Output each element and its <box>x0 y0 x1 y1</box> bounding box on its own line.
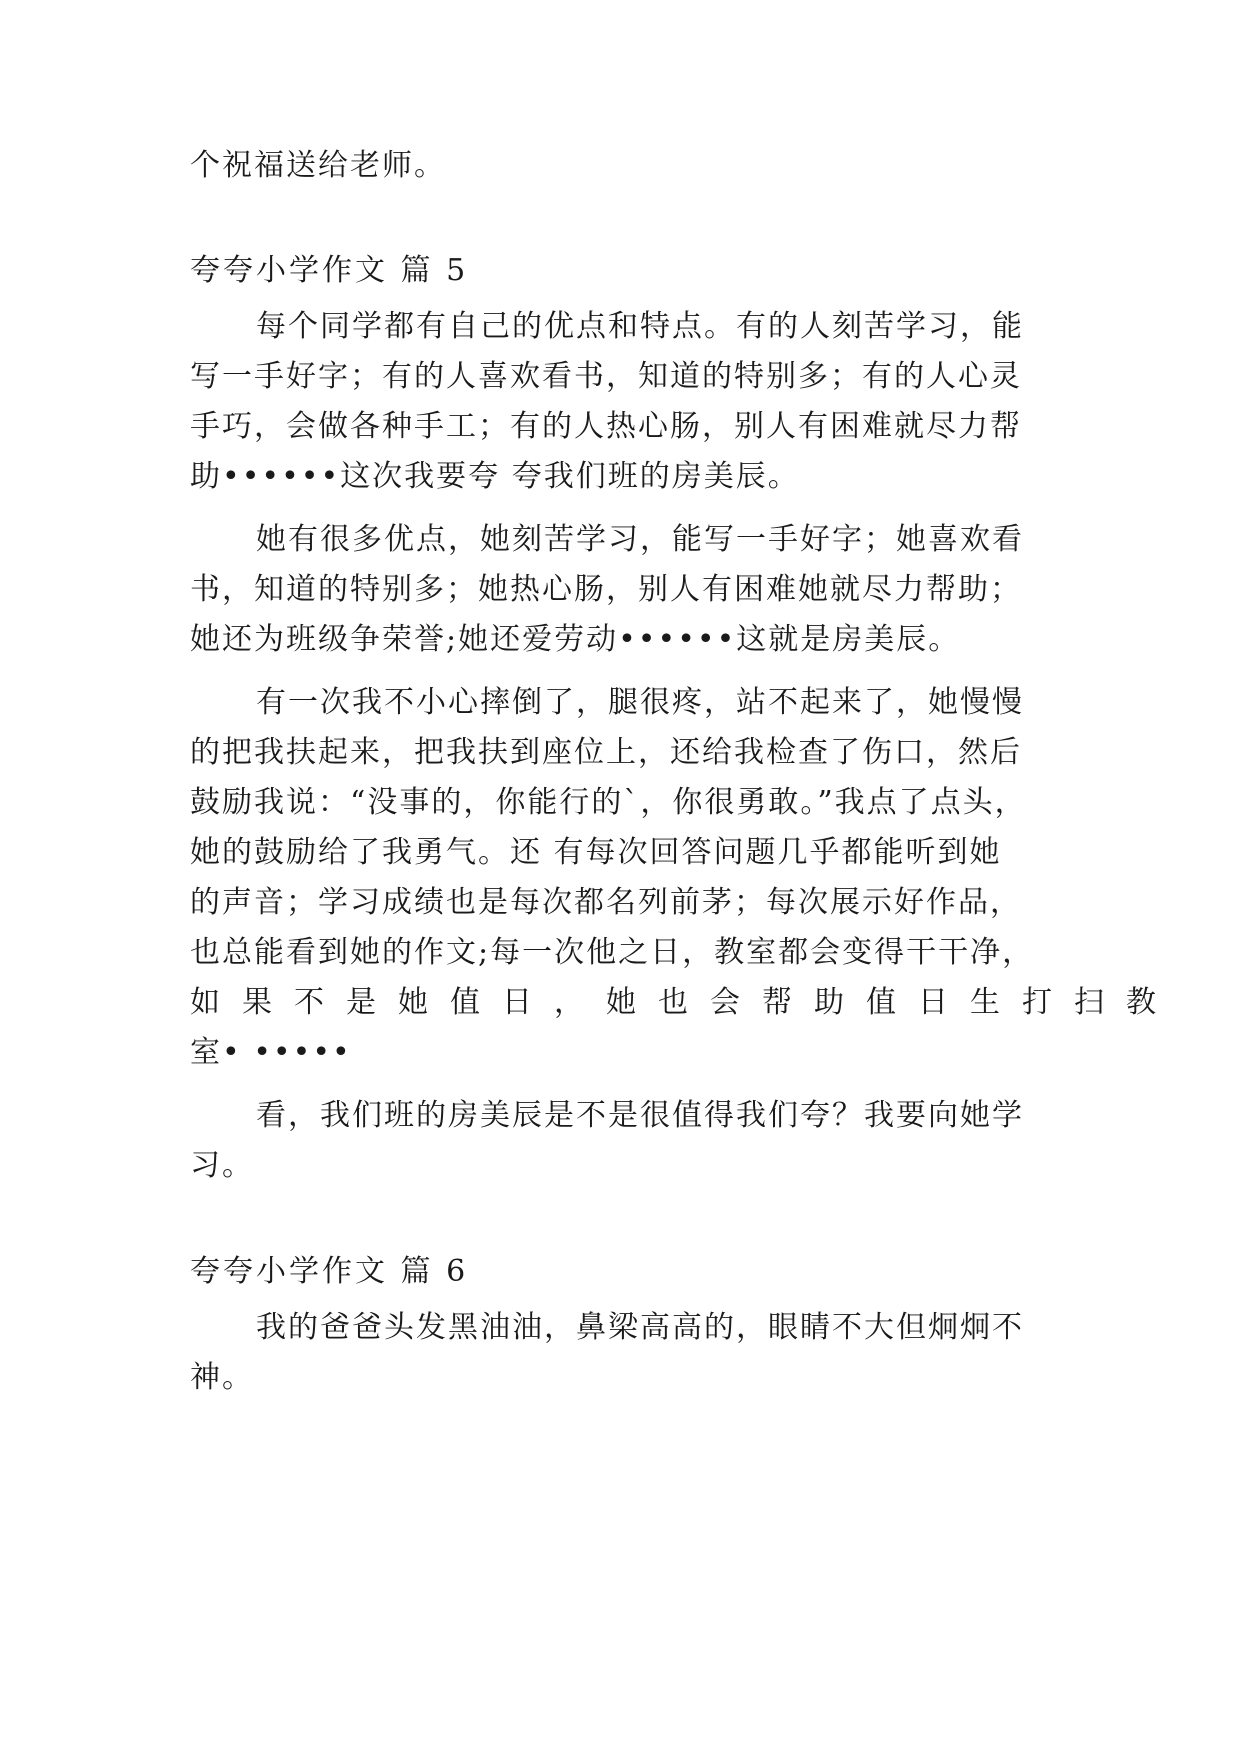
section-heading: 夸夸小学作文 篇 5 <box>190 253 469 288</box>
text-line: 看，我们班的房美辰是不是很值得我们夸？我要向她学 <box>256 1098 1024 1133</box>
text-line: 室• ••••• <box>190 1035 352 1070</box>
text-line: 手巧，会做各种手工；有的人热心肠，别人有困难就尽力帮 <box>190 409 1022 444</box>
text-line: 助••••••这次我要夸 夸我们班的房美辰。 <box>190 459 800 494</box>
text-line: 也总能看到她的作文;每一次他之日，教室都会变得干干净， <box>190 935 1035 970</box>
text-line: 她的鼓励给了我勇气。还 有每次回答问题几乎都能听到她 <box>190 835 1002 870</box>
text-line: 个祝福送给老师。 <box>190 148 446 183</box>
text-line: 书，知道的特别多；她热心肠，别人有困难她就尽力帮助； <box>190 572 1022 607</box>
text-line: 的声音；学习成绩也是每次都名列前茅；每次展示好作品， <box>190 885 1022 920</box>
text-line: 神。 <box>190 1360 254 1395</box>
text-line: 她有很多优点，她刻苦学习，能写一手好字；她喜欢看 <box>256 522 1024 557</box>
text-line: 习。 <box>190 1148 254 1183</box>
text-line: 她还为班级争荣誉;她还爱劳动••••••这就是房美辰。 <box>190 622 961 657</box>
text-line: 我的爸爸头发黑油油，鼻梁高高的，眼睛不大但炯炯不 <box>256 1310 1024 1345</box>
text-line: 每个同学都有自己的优点和特点。有的人刻苦学习，能 <box>256 309 1024 344</box>
section-heading: 夸夸小学作文 篇 6 <box>190 1254 469 1289</box>
text-line: 有一次我不小心摔倒了，腿很疼，站不起来了，她慢慢 <box>256 685 1024 720</box>
text-line: 如果不是她值日，她也会帮助值日生打扫教 <box>190 985 1178 1020</box>
text-line: 的把我扶起来，把我扶到座位上，还给我检查了伤口，然后 <box>190 735 1022 770</box>
text-line: 写一手好字；有的人喜欢看书，知道的特别多；有的人心灵 <box>190 359 1022 394</box>
text-line: 鼓励我说：“没事的，你能行的`，你很勇敢。”我点了点头， <box>190 785 1027 820</box>
